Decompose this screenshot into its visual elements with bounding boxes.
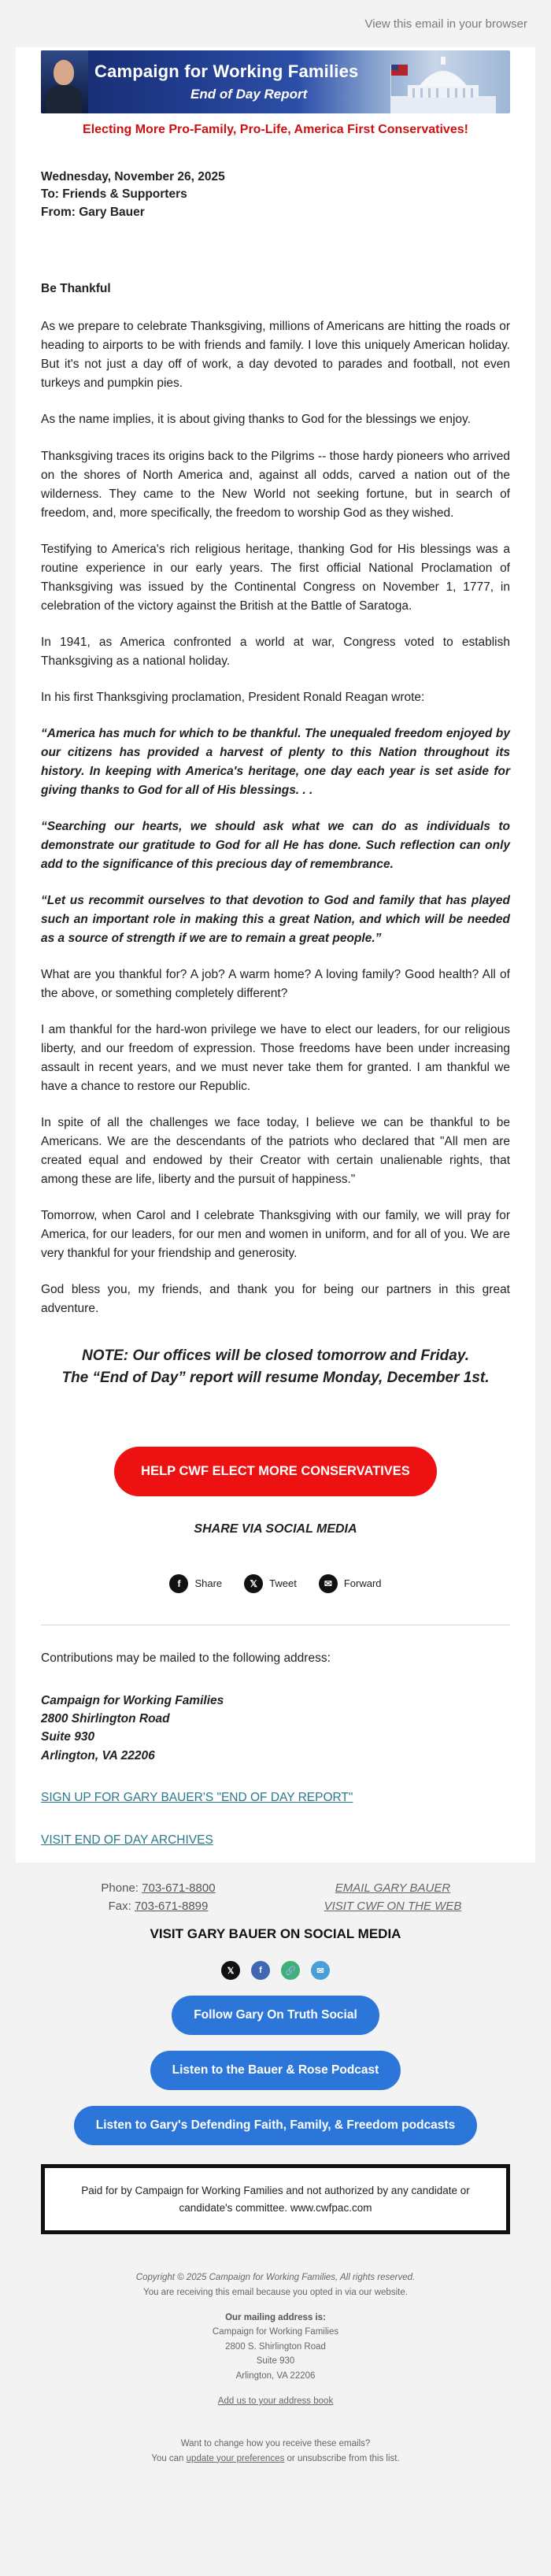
email-gary-link[interactable]: EMAIL GARY BAUER	[335, 1881, 451, 1895]
phone-label: Phone:	[101, 1881, 142, 1895]
paid-line-1: Paid for by Campaign for Working Families and not authorized by any candidate or	[81, 2185, 470, 2196]
mailing-title: Our mailing address is:	[225, 2312, 326, 2322]
view-in-browser-link[interactable]: View this email in your browser	[364, 17, 527, 31]
article-paragraph: In his first Thanksgiving proclamation, President Ronald Reagan wrote:	[41, 690, 425, 704]
phone-link[interactable]: 703-671-8800	[142, 1881, 216, 1895]
banner-title: Campaign for Working Families	[94, 61, 359, 81]
banner-area	[16, 47, 535, 113]
bauer-rose-podcast-button[interactable]: Listen to the Bauer & Rose Podcast	[150, 2051, 401, 2090]
contact-grid	[41, 1880, 510, 1915]
contact-numbers	[41, 1880, 276, 1915]
address-line: Campaign for Working Families	[41, 1693, 224, 1707]
tweet-label: Tweet	[269, 1577, 297, 1589]
share-title: SHARE VIA SOCIAL MEDIA	[194, 1522, 357, 1536]
fine-org: Campaign for Working Families	[212, 2327, 339, 2337]
face-shape	[54, 60, 74, 85]
address-book-link[interactable]: Add us to your address book	[217, 2396, 334, 2406]
address-line: 2800 Shirlington Road	[41, 1712, 170, 1726]
phone-line	[41, 1880, 276, 1898]
article-paragraph: As the name implies, it is about giving thanks to God for the blessings we enjoy.	[41, 413, 471, 427]
footer	[16, 1863, 535, 2466]
faith-btn-wrap	[41, 2106, 510, 2145]
truth-social-button[interactable]: Follow Gary On Truth Social	[172, 1996, 379, 2035]
fax-label: Fax:	[108, 1899, 135, 1913]
fine-city: Arlington, VA 22206	[235, 2370, 316, 2381]
banner-subtitle: End of Day Report	[190, 87, 308, 102]
share-facebook-button[interactable]	[169, 1574, 222, 1593]
paid-line-2: candidate's committee. www.cwfpac.com	[179, 2201, 372, 2214]
forward-label: Forward	[343, 1577, 382, 1589]
email-icon[interactable]: ✉	[311, 1961, 330, 1980]
email-date: Wednesday, November 26, 2025	[41, 170, 225, 183]
fine-print	[41, 2270, 510, 2466]
tweet-button[interactable]	[244, 1574, 297, 1593]
reagan-quote: “Let us recommit ourselves to that devotion to God and family that has played such an important role in making this a great Nation, and which will be needed as a source of strength if we are to remain a great people.”	[41, 893, 510, 945]
email-card	[16, 47, 535, 2466]
note-line-2: The “End of Day” report will resume Monday, December 1st.	[61, 1369, 490, 1386]
cta-wrap	[41, 1447, 510, 1496]
mailing-address	[41, 1692, 510, 1765]
truth-btn-wrap	[41, 1996, 510, 2035]
elect-conservatives-button[interactable]: HELP CWF ELECT MORE CONSERVATIVES	[114, 1447, 437, 1496]
article-paragraph: Testifying to America's rich religious heritage, thanking God for His blessings was a routine experience in our early years. The first official National Proclamation of Thanksgiving was issued by the Continental Congress on November 1, 1777, in celebration of the victory against the British at the Battle of Saratoga.	[41, 542, 510, 613]
x-icon[interactable]: 𝕏	[221, 1961, 240, 1980]
contact-links	[276, 1880, 510, 1915]
email-from: From: Gary Bauer	[41, 205, 145, 219]
copyright: Copyright © 2025 Campaign for Working Families, All rights reserved.	[135, 2273, 416, 2283]
article-headline: Be Thankful	[41, 282, 111, 296]
fax-line	[41, 1898, 276, 1916]
update-preferences-link[interactable]: update your preferences	[186, 2453, 285, 2463]
note-line-1: NOTE: Our offices will be closed tomorrow and Friday.	[82, 1347, 469, 1365]
suit-shape	[46, 85, 82, 113]
archives-link[interactable]: VISIT END OF DAY ARCHIVES	[41, 1833, 213, 1847]
x-icon: 𝕏	[244, 1574, 263, 1593]
fax-link[interactable]: 703-671-8899	[134, 1899, 209, 1913]
reagan-quote: “Searching our hearts, we should ask what we can do as individuals to demonstrate our gratitude to God for all He has done. Such reflection can only add to the significance of this precious day of remembrance.	[41, 819, 510, 871]
visit-cwf-link[interactable]: VISIT CWF ON THE WEB	[324, 1899, 462, 1913]
address-line: Suite 930	[41, 1730, 95, 1744]
facebook-icon[interactable]: f	[251, 1961, 270, 1980]
article-paragraph: In 1941, as America confronted a world at war, Congress voted to establish Thanksgiving as a national holiday.	[41, 635, 510, 668]
tagline: Electing More Pro-Family, Pro-Life, America First Conservatives!	[83, 123, 468, 136]
article-paragraph: Tomorrow, when Carol and I celebrate Thanksgiving with our family, we will pray for America, for our leaders, for our men and women in uniform, and for all of you. We are very thankful for your friendship and generosity.	[41, 1208, 510, 1261]
forward-button[interactable]	[319, 1574, 382, 1593]
address-line: Arlington, VA 22206	[41, 1748, 155, 1762]
header-banner	[41, 50, 510, 113]
fine-street: 2800 S. Shirlington Road	[225, 2341, 326, 2352]
change-text: Want to change how you receive these emails?	[180, 2439, 371, 2449]
gary-bauer-photo	[41, 50, 88, 113]
article-paragraph: In spite of all the challenges we face today, I believe we can be thankful to be Americans. We are the descendants of the patriots who declared that "All men are created equal and endowed by their Creator with certain unalienable rights, that among these are life, liberty and the pursuit of happiness."	[41, 1115, 510, 1186]
article-paragraph: I am thankful for the hard-won privilege we have to elect our leaders, for our religious liberty, and our freedom of expression. Those freedoms have been under increasing assault in recent years, and we must never take them for granted. I am thankful we have a chance to restore our Republic.	[41, 1022, 510, 1093]
article-paragraph: As we prepare to celebrate Thanksgiving, millions of Americans are hitting the roads or heading to airports to be with friends and family. I love this uniquely American holiday. But it's not just a day off of work, a day devoted to parades and football, not even turkeys and pumpkin pies.	[41, 320, 510, 391]
paid-for-box	[41, 2164, 510, 2234]
topbar	[0, 0, 551, 47]
facebook-icon: f	[169, 1574, 188, 1593]
share-row	[41, 1574, 510, 1593]
fine-suite: Suite 930	[256, 2356, 295, 2367]
social-title: VISIT GARY BAUER ON SOCIAL MEDIA	[150, 1926, 401, 1941]
podcast-btn-wrap	[41, 2051, 510, 2090]
social-icon-row	[41, 1961, 510, 1980]
envelope-icon: ✉	[319, 1574, 338, 1593]
link-icon[interactable]: 🔗	[281, 1961, 300, 1980]
article-paragraph: What are you thankful for? A job? A warm home? A loving family? Good health? All of the above, or something completely different?	[41, 967, 510, 1000]
office-closed-note	[41, 1345, 510, 1388]
capitol-dome-icon	[384, 54, 502, 113]
article-paragraph: Thanksgiving traces its origins back to the Pilgrims -- those hardy pioneers who arrived on the shores of North America and, against all odds, carved a nation out of the wilderness. They came to the New World not seeking fortune, but in search of freedom, and, more specifically, the freedom to worship God as they wished.	[41, 449, 510, 520]
update-line	[41, 2452, 510, 2466]
article-content	[16, 137, 535, 1850]
faith-podcast-button[interactable]: Listen to Gary's Defending Faith, Family, & Freedom podcasts	[74, 2106, 477, 2145]
opted-in: You are receiving this email because you opted in via our website.	[143, 2287, 408, 2297]
contributions-intro: Contributions may be mailed to the following address:	[41, 1651, 331, 1665]
share-label: Share	[194, 1577, 223, 1589]
article-paragraph: God bless you, my friends, and thank you for being our partners in this great adventure.	[41, 1283, 510, 1316]
update-pre: You can	[151, 2453, 187, 2463]
signup-link[interactable]: SIGN UP FOR GARY BAUER'S "END OF DAY REPORT"	[41, 1790, 353, 1804]
email-to: To: Friends & Supporters	[41, 187, 187, 202]
reagan-quote: “America has much for which to be thankful. The unequaled freedom enjoyed by our citizens has provided a harvest of plenty to this Nation throughout its history. In keeping with America's heritage, one day each year is set aside for giving thanks to God for all of His blessings. . .	[41, 726, 510, 797]
update-post: or unsubscribe from this list.	[284, 2453, 400, 2463]
